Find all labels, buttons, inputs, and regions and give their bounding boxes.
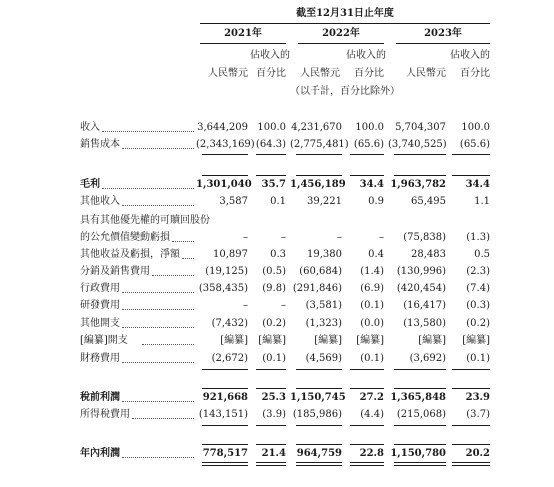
- double-rule: [202, 462, 248, 466]
- row-value: (3.7): [466, 409, 490, 420]
- row-value: 0.9: [368, 196, 384, 207]
- subtotal-rule: [350, 175, 384, 176]
- col-pct-2022-top: 佔收入的: [346, 50, 386, 61]
- row-value: 1,150,780: [390, 448, 446, 459]
- row-value: 0.3: [270, 249, 286, 260]
- row-value: 27.2: [359, 392, 384, 403]
- subtotal-rule: [202, 175, 248, 176]
- row-label: 其他收入: [80, 196, 120, 207]
- row-value: (130,996): [396, 266, 446, 277]
- leader-dots: [122, 292, 194, 294]
- row-label: 收入: [80, 122, 100, 133]
- row-value: 3,644,209: [197, 122, 248, 133]
- col-pct-2021-bottom: 百分比: [256, 68, 286, 79]
- row-value: 39,221: [307, 196, 342, 207]
- row-value: (2,775,481): [290, 139, 349, 150]
- row-value: –: [281, 300, 286, 311]
- subtotal-rule: [256, 369, 286, 370]
- row-label: 研發費用: [80, 300, 120, 311]
- row-label: 銷售成本: [80, 139, 120, 150]
- subtotal-rule: [394, 369, 446, 370]
- row-value: (0.2): [466, 318, 490, 329]
- double-rule: [452, 462, 490, 466]
- subtotal-rule: [394, 175, 446, 176]
- row-value: (65.6): [353, 139, 384, 150]
- row-value: 100.0: [461, 122, 490, 133]
- row-value: (3,581): [305, 300, 342, 311]
- row-value: [編纂]: [356, 335, 384, 346]
- row-value: (3,740,525): [388, 139, 447, 150]
- subtotal-rule: [202, 388, 248, 389]
- subtotal-rule: [296, 425, 342, 426]
- row-value: –: [337, 232, 342, 243]
- row-value: 22.8: [359, 448, 384, 459]
- row-value: 100.0: [257, 122, 286, 133]
- col-pct-2023-top: 佔收入的: [450, 50, 490, 61]
- row-value: (0.1): [360, 353, 384, 364]
- row-value: (2,672): [211, 353, 248, 364]
- subtotal-rule: [256, 444, 286, 445]
- row-value: 1,963,782: [390, 179, 446, 190]
- leader-dots: [122, 457, 194, 459]
- subtotal-rule: [350, 388, 384, 389]
- row-value: 1.1: [474, 196, 490, 207]
- row-value: (4.4): [360, 409, 384, 420]
- double-rule: [256, 462, 286, 466]
- row-value: 35.7: [261, 179, 286, 190]
- double-rule: [394, 462, 446, 466]
- row-value: 10,897: [213, 249, 248, 260]
- row-label: 其他收益及虧損，淨額: [80, 249, 180, 260]
- leader-dots: [152, 275, 194, 277]
- subtotal-rule: [296, 369, 342, 370]
- row-value: –: [281, 232, 286, 243]
- year-2021: 2021年: [224, 28, 262, 39]
- row-label: 具有其他優先權的可贖回股份: [80, 215, 210, 226]
- row-value: (2,343,169): [196, 139, 255, 150]
- row-value: 0.5: [474, 249, 490, 260]
- subtotal-rule: [350, 444, 384, 445]
- period-rule: [200, 23, 490, 24]
- row-value: (1.3): [466, 232, 490, 243]
- row-value: (9.8): [262, 283, 286, 294]
- row-value: 1,365,848: [390, 392, 446, 403]
- subtotal-rule: [202, 369, 248, 370]
- row-value: [編纂]: [418, 335, 446, 346]
- row-value: (19,125): [205, 266, 248, 277]
- subtotal-rule: [256, 175, 286, 176]
- row-value: [編纂]: [314, 335, 342, 346]
- year-2023-rule: [396, 43, 490, 44]
- row-value: (420,454): [396, 283, 446, 294]
- col-pct-2023-bottom: 百分比: [460, 68, 490, 79]
- year-2022: 2022年: [322, 28, 360, 39]
- period-header: 截至12月31日止年度: [296, 8, 394, 19]
- subtotal-rule: [394, 388, 446, 389]
- row-value: 1,456,189: [290, 179, 346, 190]
- row-value: (2.3): [466, 266, 490, 277]
- row-value: 25.3: [261, 392, 286, 403]
- row-value: (65.6): [459, 139, 490, 150]
- subtotal-rule: [394, 425, 446, 426]
- year-2023: 2023年: [424, 28, 462, 39]
- leader-dots: [102, 188, 194, 190]
- row-value: (0.3): [466, 300, 490, 311]
- row-value: 0.1: [270, 196, 286, 207]
- leader-dots: [102, 131, 194, 133]
- subtotal-rule: [350, 425, 384, 426]
- subtotal-rule: [394, 154, 446, 155]
- subtotal-rule: [296, 444, 342, 445]
- year-2022-rule: [298, 43, 384, 44]
- year-2021-rule: [200, 43, 286, 44]
- row-label: 財務費用: [80, 353, 120, 364]
- row-value: (0.1): [466, 353, 490, 364]
- row-label: 分銷及銷售費用: [80, 266, 150, 277]
- row-value: 1,150,745: [290, 392, 346, 403]
- row-value: (215,068): [396, 409, 446, 420]
- row-value: 5,704,307: [395, 122, 446, 133]
- subtotal-rule: [296, 175, 342, 176]
- leader-dots: [122, 362, 194, 364]
- col-rmb-2023: 人民幣元: [406, 68, 446, 79]
- row-label: 其他開支: [80, 318, 120, 329]
- row-value: 23.9: [465, 392, 490, 403]
- subtotal-rule: [256, 425, 286, 426]
- subtotal-rule: [452, 425, 490, 426]
- row-value: –: [379, 232, 384, 243]
- row-label: 稅前利潤: [80, 392, 120, 403]
- row-value: (0.2): [262, 318, 286, 329]
- row-value: (3,692): [409, 353, 446, 364]
- subtotal-rule: [256, 154, 286, 155]
- units-note: （以千計，百分比除外）: [290, 86, 400, 97]
- row-value: –: [243, 300, 248, 311]
- row-value: 778,517: [202, 448, 248, 459]
- row-value: 65,495: [411, 196, 446, 207]
- row-value: [編纂]: [258, 335, 286, 346]
- leader-dots: [182, 258, 194, 260]
- subtotal-rule: [452, 444, 490, 445]
- subtotal-rule: [452, 369, 490, 370]
- subtotal-rule: [394, 444, 446, 445]
- leader-dots: [122, 401, 194, 403]
- col-rmb-2022: 人民幣元: [300, 68, 340, 79]
- subtotal-rule: [256, 388, 286, 389]
- leader-dots: [172, 241, 194, 243]
- leader-dots: [122, 148, 194, 150]
- leader-dots: [142, 344, 194, 346]
- subtotal-rule: [202, 154, 248, 155]
- row-value: 921,668: [202, 392, 248, 403]
- col-pct-2021-top: 佔收入的: [250, 50, 290, 61]
- row-label: 所得稅費用: [80, 409, 130, 420]
- row-value: (6.9): [360, 283, 384, 294]
- row-value: (64.3): [255, 139, 286, 150]
- row-value: –: [243, 232, 248, 243]
- row-value: 34.4: [465, 179, 490, 190]
- row-value: (1.4): [360, 266, 384, 277]
- subtotal-rule: [452, 388, 490, 389]
- leader-dots: [122, 327, 194, 329]
- subtotal-rule: [452, 175, 490, 176]
- row-value: (0.1): [262, 353, 286, 364]
- row-label: 年內利潤: [80, 448, 120, 459]
- row-label: 行政費用: [80, 283, 120, 294]
- subtotal-rule: [296, 154, 342, 155]
- row-value: 21.4: [261, 448, 286, 459]
- subtotal-rule: [452, 154, 490, 155]
- row-value: (75,838): [403, 232, 446, 243]
- row-value: 100.0: [355, 122, 384, 133]
- row-value: (143,151): [198, 409, 248, 420]
- row-value: (291,846): [292, 283, 342, 294]
- row-value: (358,435): [198, 283, 248, 294]
- row-value: (0.1): [360, 300, 384, 311]
- row-value: (7,432): [211, 318, 248, 329]
- row-value: (3.9): [262, 409, 286, 420]
- subtotal-rule: [202, 444, 248, 445]
- row-value: [編纂]: [220, 335, 248, 346]
- row-value: 0.4: [368, 249, 384, 260]
- subtotal-rule: [202, 425, 248, 426]
- row-value: 28,483: [411, 249, 446, 260]
- row-value: (16,417): [403, 300, 446, 311]
- leader-dots: [122, 309, 194, 311]
- subtotal-rule: [350, 369, 384, 370]
- row-value: (7.4): [466, 283, 490, 294]
- row-label: [編纂]開支: [80, 335, 128, 346]
- col-rmb-2021: 人民幣元: [208, 68, 248, 79]
- row-label: 毛利: [80, 179, 100, 190]
- double-rule: [296, 462, 342, 466]
- row-value: [編纂]: [462, 335, 490, 346]
- row-value: 964,759: [296, 448, 342, 459]
- row-value: 4,231,670: [291, 122, 342, 133]
- row-value: (13,580): [403, 318, 446, 329]
- row-value: 19,380: [307, 249, 342, 260]
- row-value: (1,323): [305, 318, 342, 329]
- leader-dots: [132, 418, 194, 420]
- leader-dots: [122, 205, 194, 207]
- row-value: (0.0): [360, 318, 384, 329]
- row-value: (4,569): [305, 353, 342, 364]
- col-pct-2022-bottom: 百分比: [354, 68, 384, 79]
- row-value: 34.4: [359, 179, 384, 190]
- row-value: (185,986): [292, 409, 342, 420]
- row-value: (0.5): [262, 266, 286, 277]
- row-label: 的公允價值變動虧損: [80, 232, 170, 243]
- double-rule: [350, 462, 384, 466]
- subtotal-rule: [296, 388, 342, 389]
- row-value: 20.2: [465, 448, 490, 459]
- row-value: 3,587: [219, 196, 248, 207]
- row-value: (60,684): [299, 266, 342, 277]
- subtotal-rule: [350, 154, 384, 155]
- row-value: 1,301,040: [196, 179, 252, 190]
